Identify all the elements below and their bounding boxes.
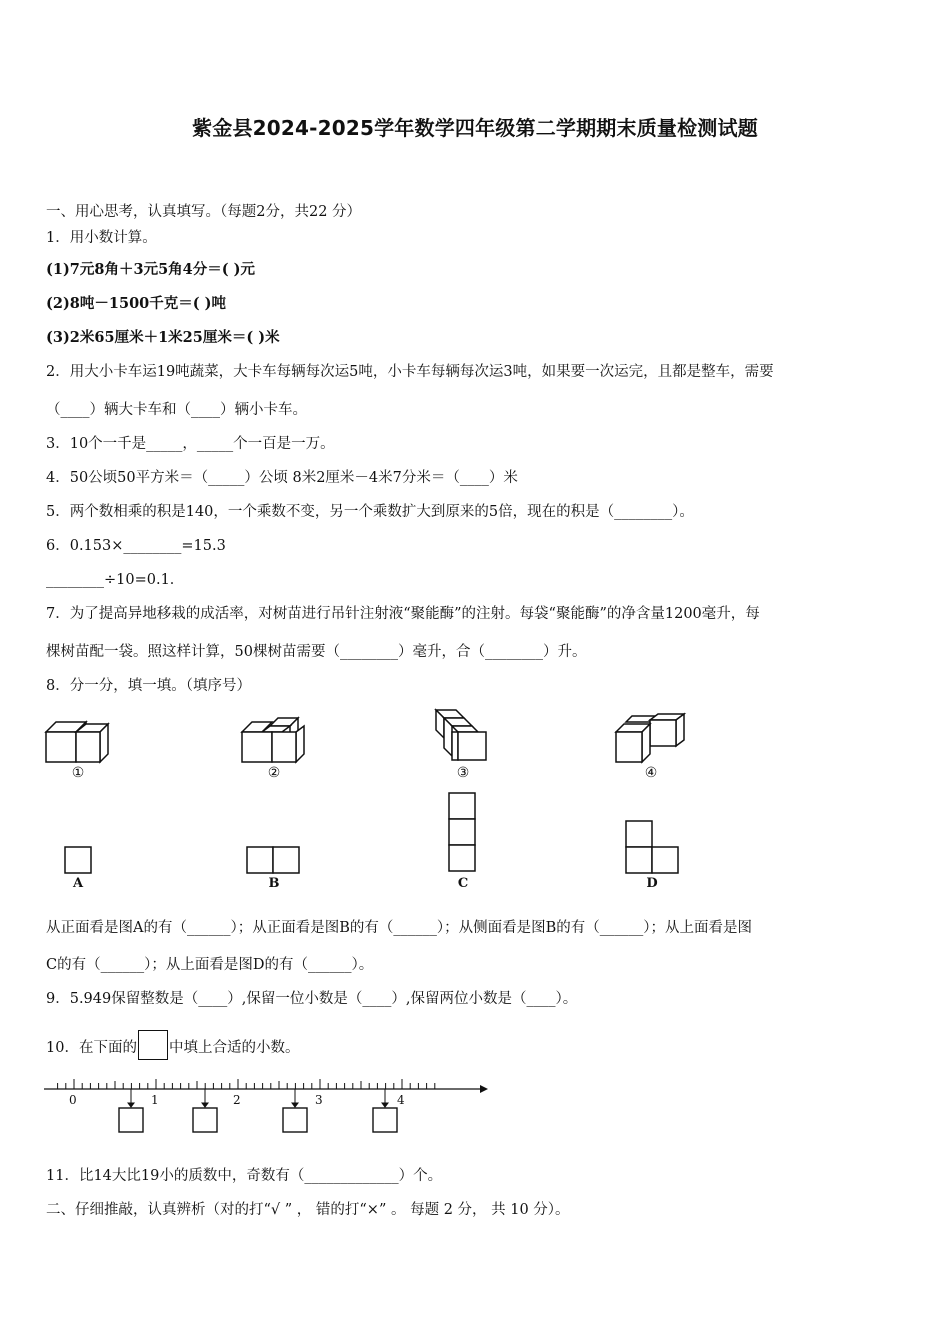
question-8: 8．分一分，填一填。（填序号） [46,678,251,694]
question-9: 9．5.949保留整数是（____）,保留一位小数是（____）,保留两位小数是（____）。 [46,991,578,1007]
section2-heading: 二、仔细推敲，认真辨析（对的打“√ ” ， 错的打“×” 。 每题 2 分， 共 10 分）。 [46,1202,570,1218]
question-8-line1: 从正面看是图A的有（______）；从正面看是图B的有（______）；从侧面看是图B的有（______）；从上面看是图 [46,920,753,936]
solid-figure-4 [616,714,688,764]
solid-label-4: ④ [644,765,658,781]
question-11: 11．比14大比19小的质数中，奇数有（_____________）个。 [46,1168,443,1184]
answer-box-example [138,1030,168,1060]
number-line-label-0: 0 [69,1093,77,1107]
question-1: 1．用小数计算。 [46,230,157,246]
view-label-a: A [72,876,84,891]
question-7-line2: 棵树苗配一袋。照这样计算，50棵树苗需要（________）毫升，合（________）升。 [46,644,587,660]
view-label-b: B [268,876,280,891]
solid-label-3: ③ [456,765,470,781]
solid-label-2: ② [267,765,281,781]
view-label-d: D [646,876,658,891]
section1-heading: 一、用心思考，认真填写。（每题2分，共22 分） [46,204,362,220]
question-6-line1: 6．0.153×________=15.3 [46,538,226,554]
question-2-line2: （____）辆大卡车和（____）辆小卡车。 [46,402,307,418]
question-6-line2: ________÷10=0.1． [46,572,185,588]
number-line [44,1076,490,1138]
view-label-c: C [457,876,469,891]
question-8-line2: C的有（______）；从上面看是图D的有（______）。 [46,957,374,973]
question-10-prefix: 10．在下面的 [46,1040,137,1056]
view-b-figure [246,846,302,876]
question-1-3: (3)2米65厘米＋1米25厘米＝( )米 [46,329,280,346]
question-1-1: (1)7元8角＋3元5角4分＝( )元 [46,261,256,278]
number-line-label-3: 3 [315,1093,323,1107]
number-line-label-2: 2 [233,1093,241,1107]
question-3: 3．10个一千是_____，_____个一百是一万。 [46,436,335,452]
number-line-label-4: 4 [397,1093,405,1107]
question-10 [46,1030,299,1063]
question-4: 4．50公顷50平方米＝（_____）公顷 8米2厘米－4米7分米＝（____）米 [46,470,518,486]
view-a-figure [64,846,94,876]
question-10-suffix: 中填上合适的小数。 [168,1040,300,1056]
solid-figure-2 [242,714,308,764]
solid-figure-1 [46,714,112,764]
question-2-line1: 2．用大小卡车运19吨蔬菜，大卡车每辆每次运5吨，小卡车每辆每次运3吨，如果要一次运完，且都是整车，需要 [46,364,774,380]
view-d-figure [625,820,681,876]
question-7-line1: 7．为了提高异地移栽的成活率，对树苗进行吊针注射液“聚能酶”的注射。每袋“聚能酶”的净含量1200毫升，每 [46,606,760,622]
solid-label-1: ① [71,765,85,781]
number-line-label-1: 1 [151,1093,159,1107]
view-c-figure [448,792,478,876]
question-1-2: (2)8吨－1500千克＝( )吨 [46,295,227,312]
question-5: 5．两个数相乘的积是140，一个乘数不变，另一个乘数扩大到原来的5倍，现在的积是（________）。 [46,504,694,520]
page-title: 紫金县2024-2025学年数学四年级第二学期期末质量检测试题 [192,116,758,140]
solid-figure-3 [434,708,494,764]
